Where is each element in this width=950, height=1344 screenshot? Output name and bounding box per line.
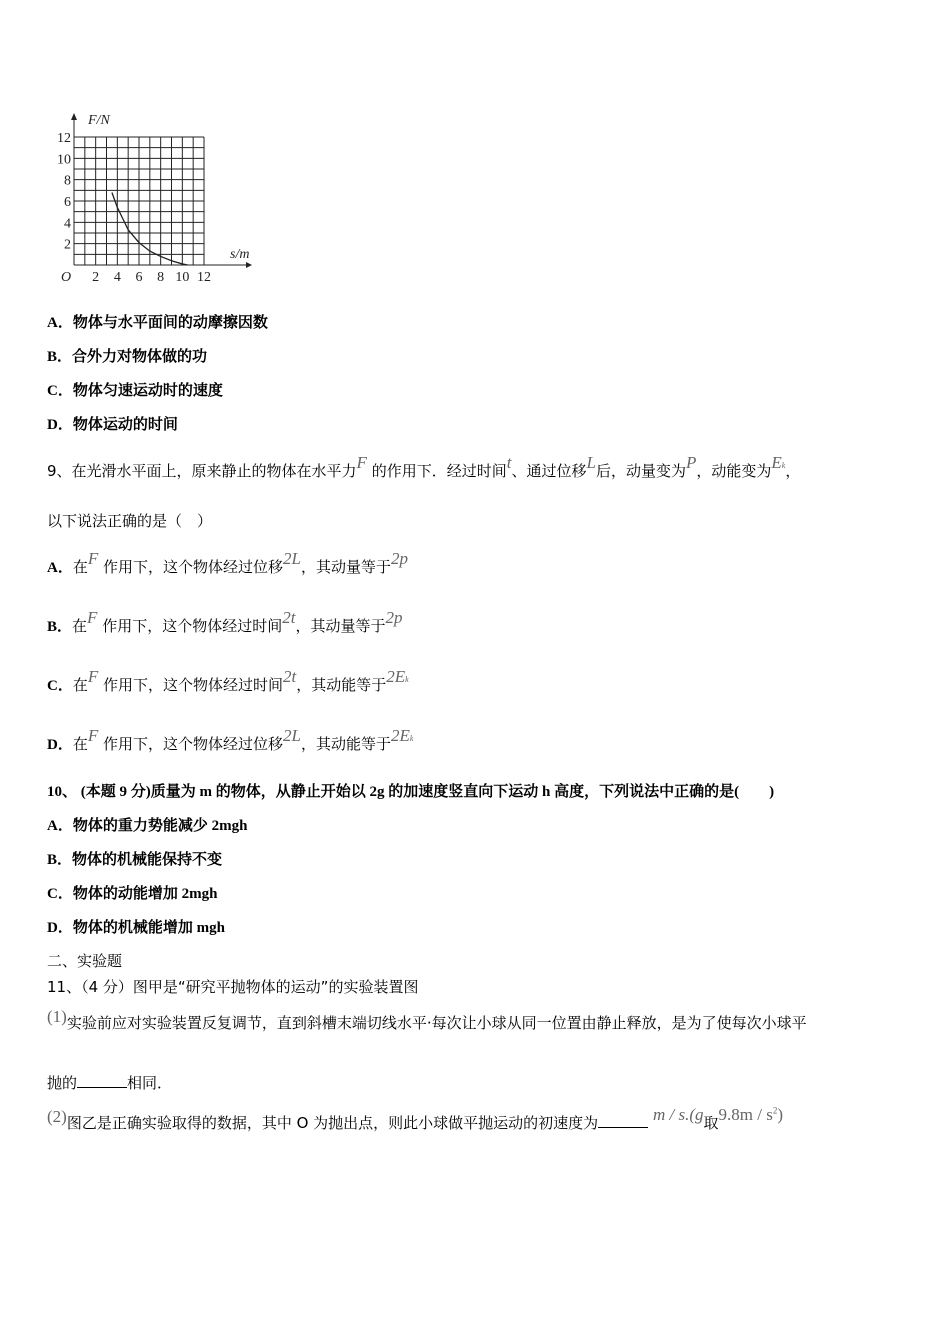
- text: 抛的: [47, 1074, 78, 1092]
- q10-option-d[interactable]: D．物体的机械能增加 mgh: [47, 920, 225, 936]
- var-f: F: [87, 667, 99, 686]
- y-tick-label: 12: [57, 131, 71, 146]
- text: ，其动能等于: [296, 676, 387, 694]
- option-label: C．: [47, 678, 73, 694]
- text: 的作用下．经过时间: [366, 462, 507, 480]
- q11-part1-line2: [47, 1072, 172, 1093]
- q8-option-a[interactable]: A．物体与水平面间的动摩擦因数: [47, 315, 268, 331]
- text: ，其动量等于: [301, 558, 392, 576]
- condition: 2t: [282, 608, 296, 627]
- condition: 2L: [283, 726, 301, 745]
- text: 后，动量变为: [595, 462, 686, 480]
- text: 取: [703, 1114, 719, 1132]
- var-f: F: [87, 549, 99, 568]
- x-tick-label: 4: [113, 270, 121, 285]
- text: 9、在光滑水平面上，原来静止的物体在水平力: [47, 462, 357, 480]
- x-axis-label: s/m: [230, 247, 250, 262]
- q9-stem-line2: 以下说法正确的是（ ）: [47, 512, 213, 530]
- y-tick-label: 6: [64, 195, 71, 210]
- result: [386, 667, 408, 686]
- text: 作用下，这个物体经过位移: [98, 735, 284, 753]
- var-ek: [771, 453, 785, 472]
- x-tick-label: 8: [157, 270, 165, 285]
- x-tick-label: 12: [197, 270, 211, 285]
- q10-option-a[interactable]: A．物体的重力势能减少 2mgh: [47, 818, 248, 834]
- var-f: F: [356, 453, 367, 472]
- x-tick-label: 6: [135, 270, 143, 285]
- y-axis-label: F/N: [88, 113, 110, 128]
- text: 图乙是正确实验取得的数据，其中 O 为抛出点，则此小球做平抛运动的初速度为: [66, 1114, 599, 1132]
- result: [385, 608, 402, 627]
- q10-option-b[interactable]: B．物体的机械能保持不变: [47, 852, 223, 868]
- q9-option-b[interactable]: [47, 608, 403, 636]
- force-displacement-chart: [40, 100, 280, 290]
- result: [391, 549, 408, 568]
- answer-blank[interactable]: [598, 1113, 648, 1128]
- var-t: t: [506, 453, 512, 472]
- part-number: (1): [47, 1007, 67, 1026]
- text: 在: [72, 617, 88, 635]
- k: k: [405, 675, 409, 684]
- result-value: 2E: [386, 667, 406, 686]
- text: 作用下，这个物体经过时间: [98, 676, 284, 694]
- g: 9.8m / s: [718, 1105, 773, 1124]
- q11-part2: [47, 1105, 783, 1133]
- q9-stem: [47, 453, 801, 481]
- var-l: L: [586, 453, 596, 472]
- x-tick-label: 2: [92, 270, 100, 285]
- var-f: F: [87, 726, 99, 745]
- text: 作用下，这个物体经过时间: [97, 617, 283, 635]
- text: ，动能变为: [696, 462, 772, 480]
- y-tick-label: 10: [57, 152, 71, 168]
- paren: ): [777, 1105, 783, 1124]
- y-axis-arrow: [71, 113, 77, 120]
- q9-option-c[interactable]: [47, 667, 409, 695]
- result-value: 2p: [391, 549, 409, 568]
- y-tick-label: 2: [64, 237, 71, 253]
- unit: m / s.(g: [652, 1105, 704, 1124]
- q9-option-a[interactable]: [47, 549, 409, 577]
- q8-option-c[interactable]: C．物体匀速运动时的速度: [47, 383, 223, 399]
- var-f: F: [87, 608, 98, 627]
- exp: 2: [772, 1105, 778, 1116]
- text: 在: [72, 735, 88, 753]
- q11-stem: 11、（4 分）图甲是“研究平抛物体的运动”的实验装置图: [47, 978, 419, 996]
- q10-stem: 10、 (本题 9 分)质量为 m 的物体，从静止开始以 2g 的加速度竖直向下运动 h 高度，下列说法中正确的是( ): [47, 784, 775, 800]
- condition: 2t: [283, 667, 297, 686]
- x-tick-label: 10: [175, 270, 190, 285]
- answer-blank[interactable]: [77, 1073, 127, 1088]
- q11-part1: [47, 1007, 807, 1033]
- y-tick-label: 4: [64, 216, 71, 232]
- q10-option-c[interactable]: C．物体的动能增加 2mgh: [47, 886, 218, 902]
- text: ，其动量等于: [295, 617, 386, 635]
- origin-label: O: [60, 270, 72, 285]
- text: 作用下，这个物体经过位移: [98, 558, 284, 576]
- result: [391, 726, 413, 745]
- result-value: 2p: [385, 608, 403, 627]
- text: 相同．: [127, 1074, 173, 1092]
- option-label: A．: [47, 560, 73, 576]
- result-value: 2E: [391, 726, 410, 745]
- option-label: B．: [47, 619, 73, 635]
- option-label: D．: [47, 737, 73, 753]
- text: ，其动能等于: [301, 735, 392, 753]
- q9-option-d[interactable]: [47, 726, 414, 754]
- x-axis-arrow: [246, 262, 252, 268]
- text: 在: [72, 676, 88, 694]
- q8-option-b[interactable]: B．合外力对物体做的功: [47, 349, 208, 365]
- condition: 2L: [283, 549, 301, 568]
- k: k: [781, 461, 786, 470]
- y-tick-label: 8: [64, 173, 71, 189]
- e: E: [771, 453, 782, 472]
- q8-option-d[interactable]: D．物体运动的时间: [47, 417, 178, 433]
- section-heading: 二、实验题: [47, 952, 123, 970]
- text: 、通过位移: [511, 462, 587, 480]
- text: ，: [785, 462, 801, 480]
- part-number: (2): [47, 1107, 67, 1126]
- text: 实验前应对实验装置反复调节，直到斜槽末端切线水平·每次让小球从同一位置由静止释放，是为了使每次小球平: [66, 1014, 807, 1032]
- text: 在: [72, 558, 88, 576]
- var-p: P: [685, 453, 697, 472]
- g-value: [719, 1105, 783, 1124]
- k: k: [409, 734, 414, 743]
